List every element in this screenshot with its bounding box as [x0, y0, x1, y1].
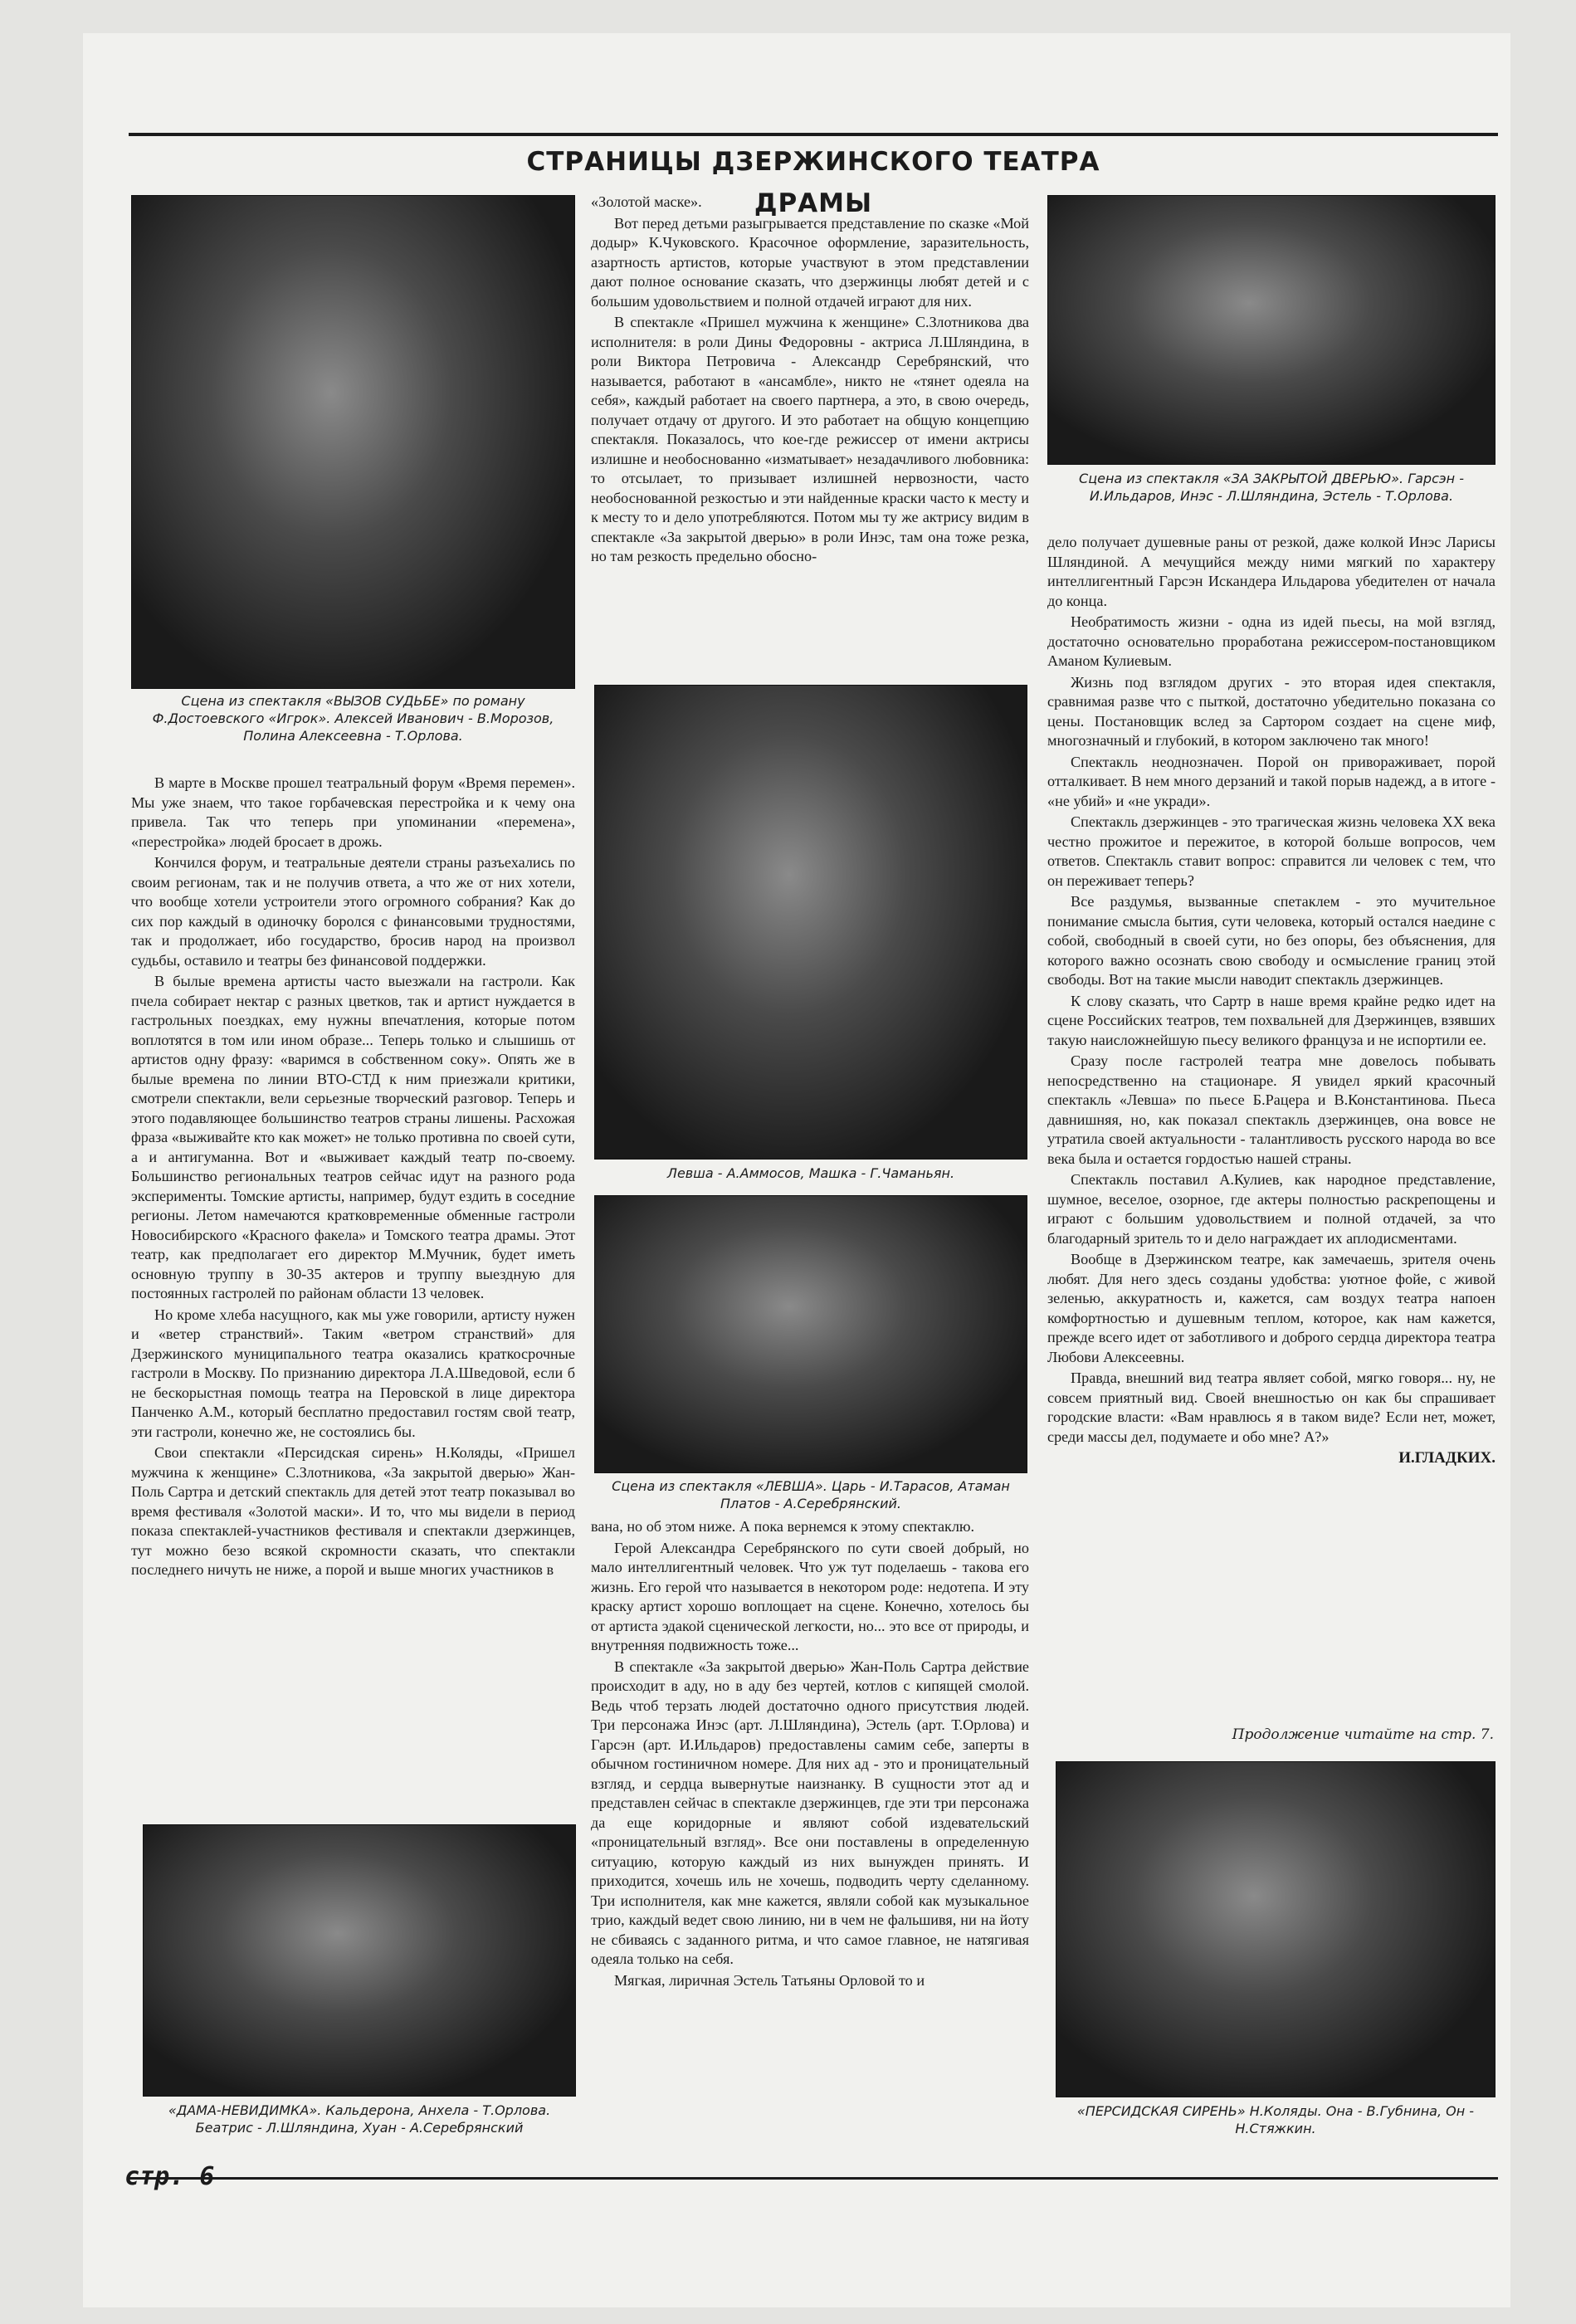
caption-dama-nevidimka: «ДАМА-НЕВИДИМКА». Кальдерона, Анхела - Т.Орлова. Беатрис - Л.Шляндина, Хуан - А.Серебрянский: [168, 2102, 551, 2136]
paragraph: Спектакль дзержинцев - это трагическая жизнь человека XX века честно прожитое и пережитое, в которой больше вопросов, чем ответов. Спектакль ставит вопрос: справится ли человек с тем, что он переживает теперь?: [1047, 813, 1495, 889]
paragraph: Вообще в Дзержинском театре, как замечаешь, зрителя очень любят. Для него здесь созданы удобства: уютное фойе, с живой зеленью, аккуратность и, кажется, сам воздух театра напоен комфортностью и душевным теплом, которое, как нам кажется, прежде всего идет от заботливого и доброго сердца директора театра Любови Алексеевны.: [1047, 1251, 1495, 1365]
paragraph: Необратимость жизни - одна из идей пьесы, на мой взгляд, достаточно основательно проработана режиссером-постановщиком Аманом Кулиевым.: [1047, 613, 1495, 669]
paragraph: Сразу после гастролей театра мне довелось побывать непосредственно на стационаре. Я увидел яркий красочный спектакль «Левша» по пьесе Б.Рацера и В.Константинова. Пьеса давнишняя, но, как показал спектакль дзержинцев, она вовсе не утратила своей актуальности - талантливость русского народа во все века была и остается гордостью нашей страны.: [1047, 1052, 1495, 1167]
paragraph: «Золотой маске».: [591, 193, 702, 210]
paragraph: Свои спектакли «Персидская сирень» Н.Коляды, «Пришел мужчина к женщине» С.Злотникова, «За закрытой дверью» Жан-Поль Сартра и детский спектакль для детей этот театр показывал во время фестиваля «Золотой маски». И то, что мы видели в период показа спектаклей-участников фестиваля и спектакли дзержинцев, тут можно безо всякой скромности сказать, что спектакли последнего ничуть не ниже, а порой и выше многих участников в: [131, 1444, 575, 1578]
article-column-3: [1047, 533, 1495, 1720]
paragraph: Кончился форум, и театральные деятели страны разъехались по своим регионам, так и не получив ответа, а что же от них хотели, что вообще хотели устроители этого огромного собрания? Как до сих пор каждый в одиночку боролся с финансовыми трудностями, так и продолжает, ибо государство, бросив народ на произвол судьбы, оставило и театры без финансовой поддержки.: [131, 854, 575, 969]
caption-persidskaya-siren: «ПЕРСИДСКАЯ СИРЕНЬ» Н.Коляды. Она - В.Губнина, Он - Н.Стяжкин.: [1076, 2103, 1475, 2136]
photo-levsha-scene: [594, 1195, 1027, 1473]
paragraph: Правда, внешний вид театра являет собой, мягко говоря... ну, не совсем приятный вид. Своей внешностью он как бы спрашивает городские власти: «Вам нравлюсь я в таком виде? Если нет, может, среди массы дел, подумаете и обо мне? А?»: [1047, 1370, 1495, 1445]
paragraph: Спектакль поставил А.Кулиев, как народное представление, шумное, веселое, озорное, где актеры полностью раскрепощены и играют с большим удовольствием и полной отдачей, за что благодарный зритель то и дело награждает их аплодисментами.: [1047, 1171, 1495, 1247]
caption-za-zakrytoy-dveryu: Сцена из спектакля «ЗА ЗАКРЫТОЙ ДВЕРЬЮ». Гарсэн - И.Ильдаров, Инэс - Л.Шляндина, Эстель - Т.Орлова.: [1079, 471, 1464, 504]
paragraph: К слову сказать, что Сартр в наше время крайне редко идет на сцене Российских театров, тем похвальней для Дзержинцев, взявших такую наисложнейшую пьесу великого француза и не испортили ее.: [1047, 992, 1495, 1048]
paragraph: Спектакль неоднозначен. Порой он привораживает, порой отталкивает. В нем много дерзаний и такой порыв надежд, а в итоге - «не убий» и «не укради».: [1047, 753, 1495, 809]
paragraph: В марте в Москве прошел театральный форум «Время перемен». Мы уже знаем, что такое горбачевская перестройка и к чему она привела. Так что теперь при упоминании «перемена», «перестройка» людей бросает в дрожь.: [131, 774, 575, 850]
paragraph: В спектакле «За закрытой дверью» Жан-Поль Сартра действие происходит в аду, но в аду без чертей, котлов с кипящей смолой. Ведь чтоб терзать людей достаточно одного присутствия людей. Три персонажа Инэс (арт. Л.Шляндина), Эстель (арт. Т.Орлова) и Гарсэн (арт. И.Ильдаров) предоставлены самим себе, заперты в обычном гостиничном номере. Для них ад - это и проницательный взгляд, и сердца вывернутые наизнанку. В сущности этот ад и представлен сейчас в спектакле дзержинцев, где эти три персонажа да еще коридорные и являют собой издевательский «проницательный взгляд». Все они поставлены в определенную ситуацию, которую каждый из них вынужден принять. И приходится, хочешь иль не хочешь, подводить черту сделанному. Три исполнителя, как мне кажется, являли собой как музыкальное трио, каждый ведет свою линию, ни в чем не фальшивя, ни на йоту не сбиваясь с заданного ритма, и что самое главное, не натягивая одеяла только на себя.: [591, 1658, 1029, 1967]
caption-levsha-scene: Сцена из спектакля «ЛЕВША». Царь - И.Тарасов, Атаман Платов - А.Серебрянский.: [612, 1478, 1010, 1511]
header-rule: [129, 133, 1498, 136]
caption-levsha-mashka: Левша - А.Аммосов, Машка - Г.Чаманьян.: [666, 1165, 955, 1181]
page-number: стр. 6: [124, 2162, 215, 2191]
paragraph: Все раздумья, вызванные спетаклем - это мучительное понимание смысла бытия, сути человека, который остался наедине с собой, свободный в своей сути, но без опоры, без объяснения, для которого важно осознать свою свободу и осмысление границ этой свободы. Вот на такие мысли наводит спектакль дзержинцев.: [1047, 893, 1495, 988]
continuation-note: Продолжение читайте на стр. 7.: [1232, 1726, 1494, 1743]
article-column-2-top: [591, 193, 1029, 674]
paragraph: Мягкая, лиричная Эстель Татьяны Орловой то и: [614, 1971, 925, 1989]
paragraph: дело получает душевные раны от резкой, даже колкой Инэс Ларисы Шляндиной. А мечущийся между ними мягкий по характеру интеллигентный Гарсэн Искандера Ильдарова убедителен от начала до конца.: [1047, 534, 1495, 609]
photo-dama-nevidimka: [143, 1824, 576, 2097]
paragraph: В спектакле «Пришел мужчина к женщине» С.Злотникова два исполнителя: в роли Дины Федоровны - актриса Л.Шляндина, в роли Виктора Петровича - Александр Серебрянский, что называется, работают в «ансамбле», никто не «тянет одеяла на себя», каждый работает на своего партнера, а это, в свою очередь, получает отдачу от другого. И это работает на общую концепцию спектакля. Показалось, что кое-где режиссер от имени актрисы излишне и необоснованно «изматывает» незадачливого любовника: то отсылает, то призывает излишней нервозности, часто необоснованной резкостью и эти найденные краски часто к месту и к месту то и дело употребляются. Потом мы ту же актрису видим в спектакле «За закрытой дверью» в роли Инэс, там она тоже резка, но там резкость предельно обосно-: [591, 314, 1029, 564]
article-column-2-bottom: [591, 1517, 1029, 2148]
photo-levsha-mashka: [594, 685, 1027, 1160]
author-signature: И.ГЛАДКИХ.: [1398, 1449, 1495, 1467]
photo-za-zakrytoy-dveryu: [1047, 195, 1495, 465]
caption-vyzov-sudbe: Сцена из спектакля «ВЫЗОВ СУДЬБЕ» по роману Ф.Достоевского «Игрок». Алексей Иванович - В.Морозов, Полина Алексеевна - Т.Орлова.: [152, 693, 554, 744]
paragraph: Но кроме хлеба насущного, как мы уже говорили, артисту нужен и «ветер странствий». Таким «ветром странствий» для Дзержинского муниципального театра оказались краткосрочные гастроли в Москву. По признанию директора Л.А.Шведовой, если б не бескорыстная помощь театра на Перовской в лице директора Панченко А.М., который бесплатно предоставил гостям свой театр, эти гастроли, конечно же, не состоялись бы.: [131, 1306, 575, 1440]
page-header-title: СТРАНИЦЫ ДЗЕРЖИНСКОГО ТЕАТРА ДРАМЫ: [526, 147, 1100, 218]
paragraph: В былые времена артисты часто выезжали на гастроли. Как пчела собирает нектар с разных цветков, так и артист нуждается в гастрольных поездках, ему нужны впечатления, которые потом воплотятся в том или ином образе... Теперь только и слышишь от артистов одну фразу: «варимся в собственном соку». Опять же в былые времена по линии ВТО-СТД к ним приезжали критики, смотрели спектакли, вели серьезные творческий разговор. Теперь и этого подавляющее большинство театров страны лишены. Расхожая фраза «выживайте кто как может» не только противна по своей сути, а и антигуманна. Вот и «выживает каждый театр по-своему. Большинство региональных театров сейчас идут на разного рода эксперименты. Томские артисты, например, будут ездить в соседние регионы. Летом намечаются кратковременные обменные гастроли Новосибирского «Красного факела» и Томского театра драмы. Этот театр, как предполагает его директор М.Мучник, будет иметь основную труппу в 30-35 актеров и труппу выездную для постоянных гастролей по районам области 13 человек.: [131, 973, 575, 1301]
paragraph: Герой Александра Серебрянского по сути своей добрый, но мало интеллигентный человек. Что уж тут поделаешь - такова его жизнь. Его герой что называется в некотором роде: недотепа. И эту краску артист хорошо воплощает на сцене. Конечно, хотелось бы от артиста эдакой сценической легкости, но... это все от природы, и внутренняя подвижность тоже...: [591, 1539, 1029, 1653]
paragraph: Жизнь под взглядом других - это вторая идея спектакля, сравнимая разве что с пыткой, достаточно убедительно показана со цены. Постановщик вслед за Сартором создает на сцене миф, многозначный и глубокий, в котором заключено так много!: [1047, 673, 1495, 749]
photo-persidskaya-siren: [1056, 1761, 1495, 2097]
paragraph: вана, но об этом ниже. А пока вернемся к этому спектаклю.: [591, 1518, 975, 1535]
footer-rule: [129, 2177, 1498, 2180]
photo-vyzov-sudbe: [131, 195, 575, 689]
article-column-1: [131, 774, 575, 1811]
paragraph: Вот перед детьми разыгрывается представление по сказке «Мой додыр» К.Чуковского. Красочное оформление, заразительность, азартность артистов, которые участвуют в этом представлении дают полное основание сказать, что дзержинцы любят детей и с большим удовольствием и полной отдачей играют для них.: [591, 214, 1029, 310]
